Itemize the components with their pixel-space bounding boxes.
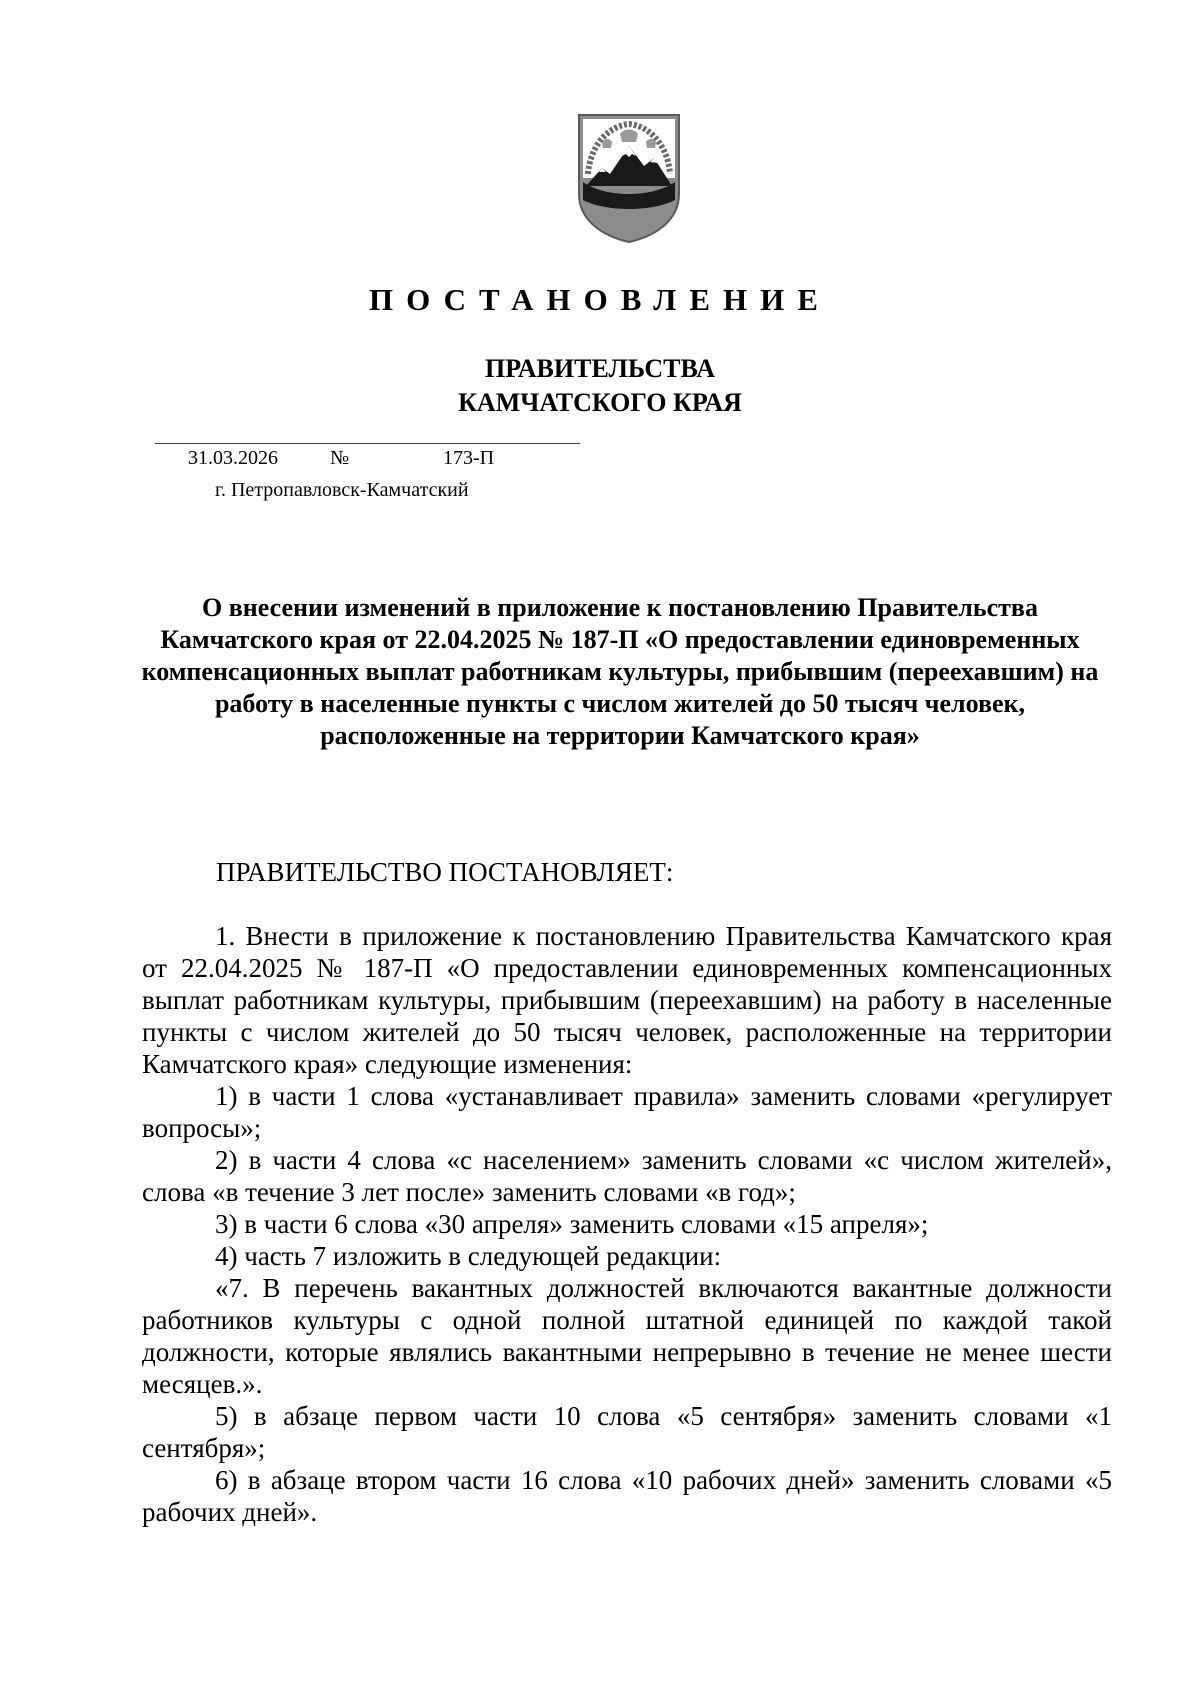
issuer-line-1: ПРАВИТЕЛЬСТВА: [485, 354, 715, 383]
paragraph-item-2: 2) в части 4 слова «с населением» заменить словами «с числом жителей», слова «в течение 3 лет после» заменить словами «в год»;: [142, 1145, 1112, 1207]
document-date: 31.03.2026: [188, 447, 278, 469]
coat-of-arms-icon: [576, 112, 682, 244]
decree-statement: ПРАВИТЕЛЬСТВО ПОСТАНОВЛЯЕТ:: [216, 857, 674, 887]
issuer-line-2: КАМЧАТСКОГО КРАЯ: [458, 388, 742, 417]
document-body: [142, 920, 1112, 1528]
document-city: г. Петропавловск-Камчатский: [215, 479, 469, 501]
document-subject: О внесении изменений в приложение к постановлению Правительства Камчатского края от 22.04.2025 № 187-П «О предоставлении единовременных компенсационных выплат работникам культуры, прибывшим (переехавшим) на работу в населенные пункты с числом жителей до 50 тысяч человек, расположенные на территории Камчатского края»: [141, 593, 1099, 750]
issuer-title: [0, 352, 1200, 420]
paragraph-item-3: 3) в части 6 слова «30 апреля» заменить словами «15 апреля»;: [215, 1209, 929, 1239]
number-label: №: [330, 447, 350, 469]
paragraph-item-4: 4) часть 7 изложить в следующей редакции:: [215, 1241, 722, 1271]
paragraph-item-6: 6) в абзаце втором части 16 слова «10 рабочих дней» заменить словами «5 рабочих дней».: [142, 1465, 1112, 1527]
paragraph-1: 1. Внести в приложение к постановлению Правительства Камчатского края от 22.04.2025 № 187-П «О предоставлении единовременных компенсационных выплат работникам культуры, прибывшим (переехавшим) на работу в населенные пункты с числом жителей до 50 тысяч человек, расположенные на территории Камчатского края» следующие изменения:: [142, 921, 1112, 1079]
date-number-underline: [155, 443, 580, 444]
paragraph-item-5: 5) в абзаце первом части 10 слова «5 сентября» заменить словами «1 сентября»;: [142, 1401, 1112, 1463]
document-number: 173-П: [443, 447, 495, 469]
paragraph-item-1: 1) в части 1 слова «устанавливает правила» заменить словами «регулирует вопросы»;: [142, 1081, 1112, 1143]
paragraph-item-4-text: «7. В перечень вакантных должностей включаются вакантные должности работников культуры с одной полной штатной единицей по каждой такой должности, которые являлись вакантными непрерывно в течение не менее шести месяцев.».: [142, 1273, 1112, 1399]
document-type-title: ПОСТАНОВЛЕНИЕ: [369, 282, 831, 317]
